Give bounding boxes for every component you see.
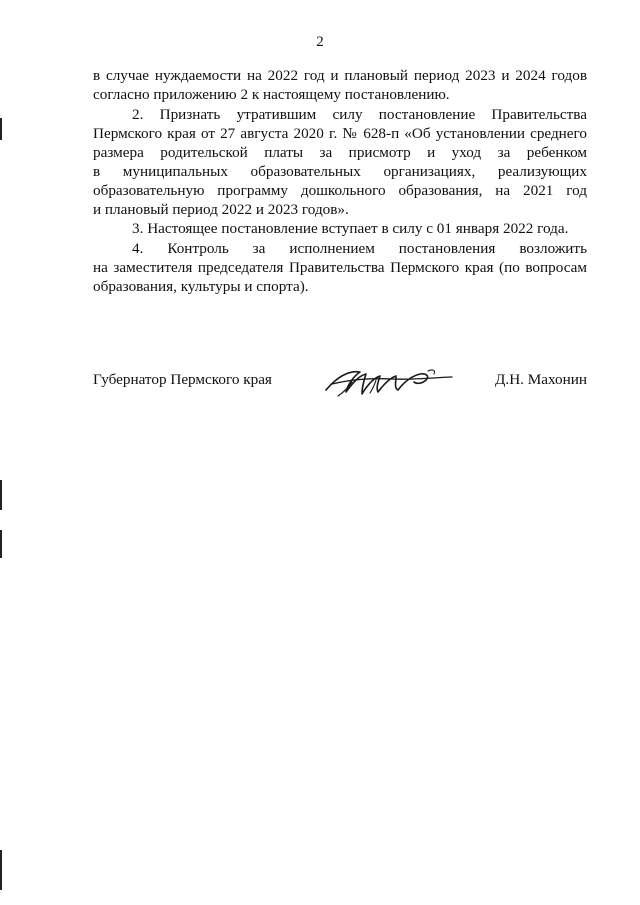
signature-block xyxy=(93,368,587,408)
body-line-4: Пермского края от 27 августа 2020 г. № 628-п «Об установлении среднего xyxy=(93,125,587,142)
body-line-6: в муниципальных образовательных организациях, реализующих xyxy=(93,163,587,180)
body-line-2: согласно приложению 2 к настоящему постановлению. xyxy=(93,86,450,103)
scan-edge-mark xyxy=(0,530,2,558)
scan-edge-mark xyxy=(0,118,2,140)
body-line-1: в случае нуждаемости на 2022 год и плановый период 2023 и 2024 годов xyxy=(93,67,587,84)
body-line-3: 2. Признать утратившим силу постановление Правительства xyxy=(132,106,587,123)
body-line-12: образования, культуры и спорта). xyxy=(93,278,309,295)
scan-edge-mark xyxy=(0,850,2,890)
page-number: 2 xyxy=(316,34,324,50)
body-line-8: и плановый период 2022 и 2023 годов». xyxy=(93,201,349,218)
body-line-5: размера родительской платы за присмотр и уход за ребенком xyxy=(93,144,587,161)
body-line-9: 3. Настоящее постановление вступает в силу с 01 января 2022 года. xyxy=(132,220,569,237)
body-line-10: 4. Контроль за исполнением постановления возложить xyxy=(132,240,587,257)
handwritten-signature xyxy=(318,362,458,402)
body-line-11: на заместителя председателя Правительства Пермского края (по вопросам xyxy=(93,259,587,276)
scan-edge-mark xyxy=(0,480,2,510)
signatory-title: Губернатор Пермского края xyxy=(93,371,272,388)
signatory-name: Д.Н. Махонин xyxy=(495,371,587,388)
body-line-7: образовательную программу дошкольного образования, на 2021 год xyxy=(93,182,587,199)
